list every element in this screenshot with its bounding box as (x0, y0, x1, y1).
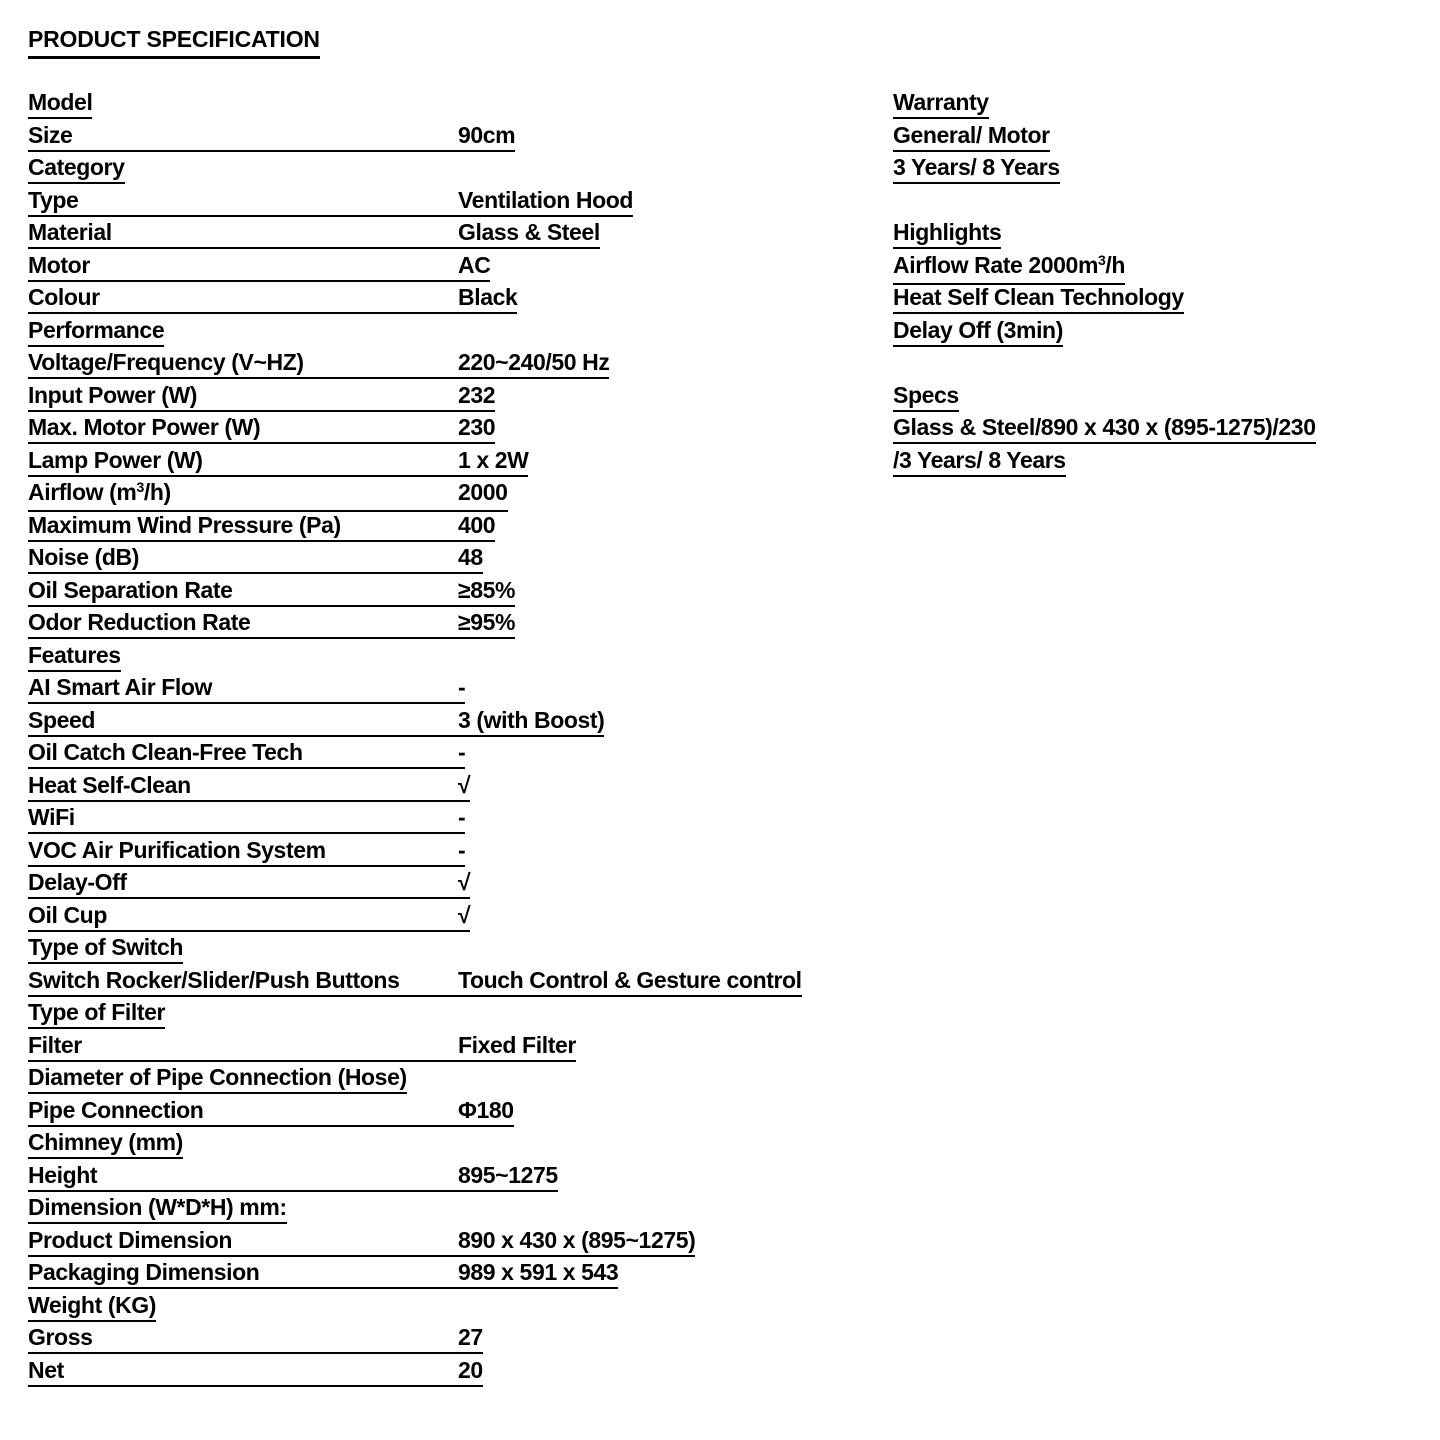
row-underline (28, 934, 183, 964)
row-underline (28, 187, 633, 217)
spec-value: 895~1275 (458, 1161, 558, 1188)
panel-line-row (893, 317, 1316, 350)
spec-label: Height (28, 1161, 98, 1188)
spec-label: Net (28, 1356, 64, 1383)
row-underline (28, 1097, 514, 1127)
row-underline (28, 479, 508, 512)
spec-value: Ventilation Hood (458, 186, 634, 213)
spec-label: Input Power (W) (28, 381, 198, 408)
panel-spacer (893, 187, 1316, 220)
spec-value: 2000 (458, 479, 508, 505)
spec-row (28, 349, 802, 382)
row-underline (28, 642, 121, 672)
spec-table (28, 89, 802, 1389)
spec-label: Type of Switch (28, 934, 183, 960)
row-underline (28, 1259, 618, 1289)
spec-section-row (28, 934, 802, 967)
spec-row (28, 512, 802, 545)
spec-row (28, 382, 802, 415)
row-underline (28, 1292, 156, 1322)
row-underline (28, 122, 515, 152)
spec-label: Oil Cup (28, 901, 107, 928)
row-underline (28, 804, 465, 834)
row-underline (28, 999, 165, 1029)
panel-line-row (893, 252, 1316, 285)
spec-row (28, 1032, 802, 1065)
spec-label: Gross (28, 1324, 93, 1350)
spec-value: ≥85% (458, 576, 516, 603)
row-underline (28, 154, 125, 184)
panel-heading: Warranty (893, 89, 989, 119)
spec-label: Model (28, 89, 93, 115)
spec-label: Diameter of Pipe Connection (Hose) (28, 1064, 407, 1090)
row-underline (28, 1227, 695, 1257)
spec-label: Packaging Dimension (28, 1259, 260, 1285)
spec-value: ≥95% (458, 609, 516, 635)
spec-value: - (458, 739, 466, 765)
row-underline (28, 512, 495, 542)
panel-heading-row (893, 382, 1316, 415)
panel-line: /3 Years/ 8 Years (893, 447, 1066, 477)
row-underline (28, 739, 465, 769)
spec-row (28, 967, 802, 1000)
row-underline (28, 544, 483, 574)
spec-row (28, 739, 802, 772)
spec-row (28, 1324, 802, 1357)
row-underline (28, 317, 164, 347)
spec-label: Delay-Off (28, 869, 127, 895)
spec-label: Odor Reduction Rate (28, 609, 251, 635)
spec-value: 890 x 430 x (895~1275) (458, 1226, 696, 1253)
row-underline (28, 869, 470, 899)
spec-row (28, 577, 802, 610)
spec-row (28, 447, 802, 480)
spec-section-row (28, 999, 802, 1032)
row-underline (28, 1032, 576, 1062)
spec-label: AI Smart Air Flow (28, 674, 213, 700)
spec-value: 20 (458, 1356, 483, 1383)
spec-value: √ (458, 771, 471, 798)
spec-label: Speed (28, 706, 96, 733)
page-title: PRODUCT SPECIFICATION (28, 26, 320, 59)
row-underline (28, 219, 600, 249)
spec-row (28, 869, 802, 902)
panel-spacer (893, 349, 1316, 382)
spec-label: Oil Catch Clean-Free Tech (28, 739, 303, 765)
spec-label: Weight (KG) (28, 1291, 157, 1318)
spec-row (28, 479, 802, 512)
superscript-3: 3 (136, 479, 144, 495)
spec-label: Maximum Wind Pressure (Pa) (28, 511, 341, 538)
row-underline (28, 1129, 183, 1159)
spec-label: Lamp Power (W) (28, 446, 203, 473)
spec-value: 232 (458, 381, 496, 408)
spec-label: Motor (28, 251, 90, 278)
spec-label: Max. Motor Power (W) (28, 414, 261, 440)
spec-row (28, 187, 802, 220)
spec-label: Airflow $(m^3/h)$ (28, 479, 171, 505)
spec-value: 48 (458, 544, 483, 570)
row-underline (28, 577, 515, 607)
spec-value: Black (458, 284, 518, 310)
spec-section-row (28, 1194, 802, 1227)
spec-row (28, 707, 802, 740)
spec-row (28, 122, 802, 155)
panel-line: Glass & Steel/890 x 430 x (895-1275)/230 (893, 414, 1316, 444)
spec-label: Product Dimension (28, 1226, 233, 1253)
row-underline (28, 382, 495, 412)
panel-line-row (893, 414, 1316, 447)
row-underline (28, 284, 517, 314)
row-underline (28, 1324, 483, 1354)
spec-value: Φ180 (458, 1096, 514, 1123)
spec-label: Performance (28, 316, 165, 343)
row-underline (28, 414, 495, 444)
row-underline (28, 609, 515, 639)
spec-value: 3 (with Boost) (458, 706, 605, 733)
spec-value: 220~240/50 Hz (458, 349, 610, 375)
spec-section-row (28, 89, 802, 122)
row-underline (28, 1357, 483, 1387)
spec-value: - (458, 836, 466, 863)
panel-heading-row (893, 219, 1316, 252)
spec-section-row (28, 154, 802, 187)
panel-line: Heat Self Clean Technology (893, 284, 1184, 314)
row-underline (28, 349, 609, 379)
spec-row (28, 837, 802, 870)
panel-line-row (893, 122, 1316, 155)
spec-value: Touch Control & Gesture control (458, 966, 802, 993)
spec-value: 90cm (458, 121, 516, 148)
panel-heading: Highlights (893, 219, 1001, 249)
spec-section-row (28, 1292, 802, 1325)
spec-label: Size (28, 121, 73, 148)
spec-row (28, 1162, 802, 1195)
spec-label: Pipe Connection (28, 1096, 204, 1123)
spec-value: Glass & Steel (458, 219, 600, 245)
spec-row (28, 284, 802, 317)
spec-row (28, 772, 802, 805)
spec-value: - (458, 674, 466, 700)
row-underline (28, 674, 465, 704)
spec-value: 400 (458, 511, 496, 538)
panel-line: Delay Off (3min) (893, 317, 1063, 347)
row-underline (28, 89, 92, 119)
row-underline (28, 1194, 287, 1224)
panel-heading-row (893, 89, 1316, 122)
spec-row (28, 219, 802, 252)
spec-label: WiFi (28, 804, 75, 830)
row-underline (28, 707, 604, 737)
spec-row (28, 252, 802, 285)
spec-label: Oil Separation Rate (28, 576, 233, 603)
spec-row (28, 1357, 802, 1390)
spec-label: Filter (28, 1031, 82, 1058)
spec-label: Chimney (mm) (28, 1129, 183, 1155)
spec-value: 989 x 591 x 543 (458, 1259, 619, 1285)
spec-label: Noise (dB) (28, 544, 140, 570)
spec-value: AC (458, 251, 491, 278)
spec-section-row (28, 642, 802, 675)
row-underline (28, 967, 802, 997)
row-underline (28, 1162, 558, 1192)
spec-label: Dimension (W*D*H) mm: (28, 1194, 287, 1220)
spec-row (28, 804, 802, 837)
panel-line-row (893, 447, 1316, 480)
spec-label: Category (28, 154, 125, 180)
spec-label: VOC Air Purification System (28, 836, 326, 863)
spec-value: Fixed Filter (458, 1031, 576, 1058)
spec-label: Features (28, 641, 121, 668)
panel-line: General/ Motor (893, 122, 1050, 152)
spec-label: Heat Self-Clean (28, 771, 191, 798)
spec-row (28, 1259, 802, 1292)
spec-label: Colour (28, 284, 100, 310)
spec-value: - (458, 804, 466, 830)
spec-label: Type (28, 186, 79, 213)
summary-panel (893, 89, 1316, 479)
panel-line-row (893, 284, 1316, 317)
spec-value: 1 x 2W (458, 446, 529, 473)
spec-section-row (28, 317, 802, 350)
spec-value: 230 (458, 414, 496, 440)
spec-row (28, 1227, 802, 1260)
row-underline (28, 252, 490, 282)
spec-value: 27 (458, 1324, 483, 1350)
row-underline (28, 902, 470, 932)
spec-row (28, 1097, 802, 1130)
spec-label: Voltage/Frequency (V~HZ) (28, 349, 304, 375)
panel-line: Airflow Rate $2000m^3/h$ (893, 252, 1125, 285)
spec-row (28, 544, 802, 577)
spec-row (28, 902, 802, 935)
row-underline (28, 837, 465, 867)
panel-line: 3 Years/ 8 Years (893, 154, 1060, 184)
spec-row (28, 674, 802, 707)
row-underline (28, 447, 528, 477)
spec-section-row (28, 1064, 802, 1097)
superscript-3: 3 (1098, 251, 1106, 268)
panel-line-row (893, 154, 1316, 187)
spec-section-row (28, 1129, 802, 1162)
spec-label: Switch Rocker/Slider/Push Buttons (28, 966, 400, 993)
spec-value: √ (458, 869, 471, 895)
spec-value: √ (458, 901, 471, 928)
spec-label: Material (28, 219, 112, 245)
panel-heading: Specs (893, 382, 959, 412)
row-underline (28, 1064, 407, 1094)
spec-row (28, 414, 802, 447)
row-underline (28, 772, 470, 802)
spec-label: Type of Filter (28, 999, 166, 1025)
spec-row (28, 609, 802, 642)
